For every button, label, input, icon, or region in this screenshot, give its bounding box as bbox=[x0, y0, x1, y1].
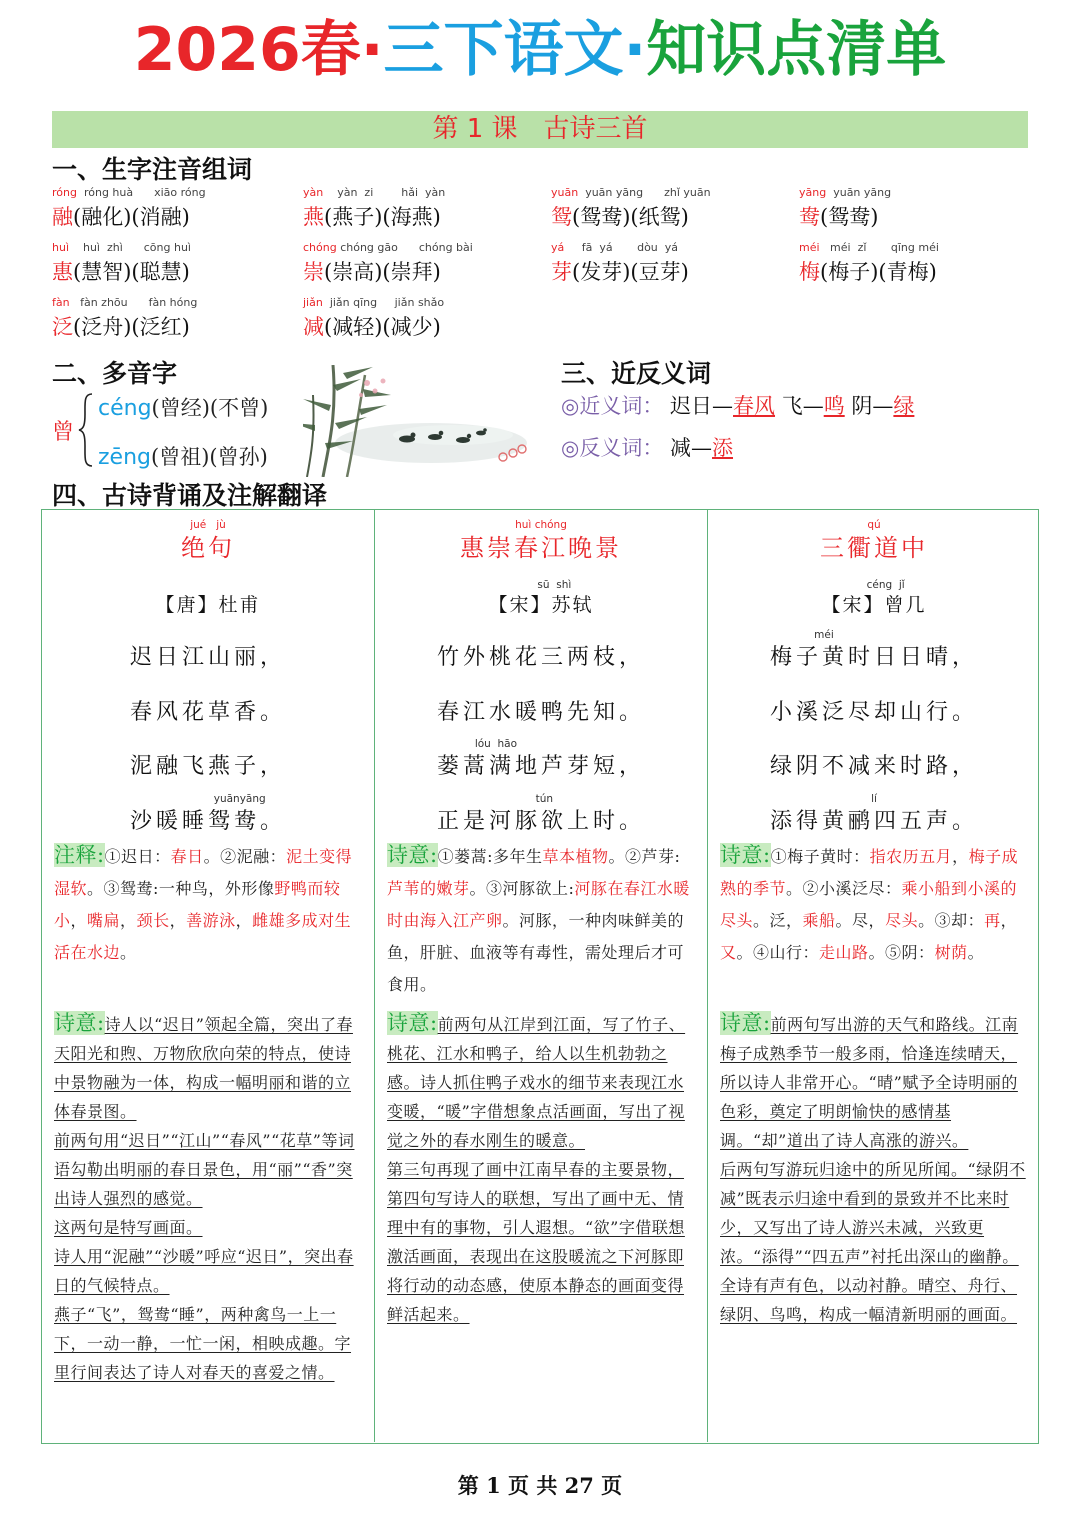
note-text: 。③却： bbox=[918, 911, 985, 930]
poem-column-huichong bbox=[375, 510, 707, 1442]
note-text: ①迟日： bbox=[104, 847, 171, 866]
vocab-item bbox=[551, 241, 689, 287]
meaning-text: 前两句用“迟日”“江山”“春风”“花草”等词语勾勒出明丽的春日景色，用“丽”“香”突出诗人强烈的感觉。 bbox=[54, 1131, 355, 1208]
vocab-words bbox=[303, 257, 473, 287]
note-text: 。河豚，一种肉味鲜美的鱼，肝脏、血液等有毒性，需处理后才可食用。 bbox=[387, 911, 685, 994]
verse-pinyin bbox=[375, 684, 707, 698]
verse-text: 蒌蒿满地芦芽短， bbox=[436, 754, 645, 779]
poem-column-sanqu bbox=[708, 510, 1040, 1442]
vocab-compounds: (发芽)(豆芽) bbox=[572, 260, 689, 284]
poem-author-block bbox=[42, 579, 374, 617]
verse-pinyin: lóu hāo bbox=[474, 738, 608, 750]
poem-title: 绝句 bbox=[181, 534, 235, 562]
poem-verse bbox=[42, 738, 374, 782]
anti-pair-1-a: 减— bbox=[670, 436, 713, 460]
title-year: 2026春· bbox=[133, 15, 384, 85]
vocab-word-pinyin: huì zhì cōng huì bbox=[69, 241, 191, 254]
note-text: 。②芦芽: bbox=[608, 847, 681, 866]
vocab-char: 芽 bbox=[551, 260, 572, 284]
anti-pair-1-b: 添 bbox=[712, 436, 734, 460]
verse-text: 泥融飞燕子， bbox=[129, 754, 286, 779]
vocab-char: 惠 bbox=[52, 260, 73, 284]
note-text: 。尽， bbox=[835, 911, 886, 930]
vocab-char-pinyin: yuān bbox=[551, 186, 579, 199]
note-text: 。泛， bbox=[753, 911, 803, 930]
verse-pinyin: méi bbox=[814, 629, 934, 641]
vocab-words bbox=[551, 257, 689, 287]
note-text: ， bbox=[1000, 911, 1018, 930]
vocab-word-pinyin: chóng gāo chóng bài bbox=[336, 241, 473, 254]
polyphone-reading-2 bbox=[98, 441, 268, 471]
poem-title: 三衢道中 bbox=[820, 534, 928, 562]
vocab-char-pinyin: jiǎn bbox=[303, 296, 323, 309]
poem-title-block bbox=[42, 519, 374, 563]
near-pair-2-a: 飞— bbox=[781, 394, 824, 418]
vocab-char: 泛 bbox=[52, 315, 73, 339]
vocab-words bbox=[52, 202, 206, 232]
verse-pinyin: yuānyāng bbox=[150, 793, 266, 805]
verse-pinyin: lí bbox=[837, 793, 911, 805]
poem-notes bbox=[720, 839, 1028, 969]
vocab-word-pinyin: yàn zi hǎi yàn bbox=[323, 186, 446, 199]
vocab-compounds: (梅子)(青梅) bbox=[820, 260, 937, 284]
poem-notes bbox=[54, 839, 362, 969]
note-key-text: 雌雄多成对生活在水边 bbox=[54, 911, 352, 962]
note-key-text: 尽头 bbox=[885, 911, 919, 930]
poem-title-pinyin: huì chóng bbox=[515, 519, 567, 531]
note-text: ， bbox=[235, 911, 253, 930]
poem-author-pinyin bbox=[42, 579, 374, 593]
vocab-pinyin bbox=[799, 186, 891, 202]
ink-painting-icon bbox=[303, 365, 531, 477]
vocab-pinyin bbox=[799, 241, 939, 257]
poem-meaning bbox=[54, 1009, 362, 1387]
vocab-compounds: (崇高)(崇拜) bbox=[324, 260, 441, 284]
poem-verse bbox=[42, 684, 374, 728]
polyphone-reading-1 bbox=[98, 392, 268, 422]
note-key-text: 野鸭而较小 bbox=[54, 879, 341, 930]
vocab-word-pinyin: fā yá dòu yá bbox=[564, 241, 679, 254]
near-pair-2-b: 鸣 bbox=[823, 394, 845, 418]
note-text: ①蒌蒿:多年生 bbox=[437, 847, 543, 866]
poem-author: 【宋】苏轼 bbox=[488, 594, 594, 616]
note-text: 。④山行： bbox=[736, 943, 820, 962]
meaning-text: 第三句再现了画中江南早春的主要景物，第四句写诗人的联想，写出了画中无、情理中有的事物，引人遐想。“欲”字借联想激活画面，表现出在这股暖流之下河豚即将行动的动态感，使原本静态的画面变得鲜活起来。 bbox=[387, 1160, 685, 1324]
poem-meaning bbox=[720, 1009, 1028, 1329]
meaning-text: 前两句从江岸到江面，写了竹子、桃花、江水和鸭子，给人以生机勃勃之感。诗人抓住鸭子戏水的细节来表现江水变暖，“暖”字借想象点活画面，写出了视觉之外的春水刚生的暖意。 bbox=[387, 1015, 686, 1150]
vocab-pinyin bbox=[303, 296, 444, 312]
poem-verse bbox=[708, 684, 1040, 728]
note-key-text: 走山路 bbox=[819, 943, 869, 962]
poem-author-pinyin: céng jǐ bbox=[843, 579, 905, 591]
page-footer: 第 1 页 共 27 页 bbox=[457, 1473, 623, 1498]
meaning-text: 诗人以“迟日”领起全篇，突出了春天阳光和煦、万物欣欣向荣的特点，使诗中景物融为一体，构成一幅明丽和谐的立体春景图。 bbox=[54, 1015, 353, 1121]
vocab-word-pinyin: yuān yāng bbox=[826, 186, 892, 199]
vocab-pinyin bbox=[551, 186, 711, 202]
near-pair-3-a: 阴— bbox=[851, 394, 894, 418]
vocab-char: 减 bbox=[303, 315, 324, 339]
poem-author-block bbox=[708, 579, 1040, 617]
note-text: 。 bbox=[120, 943, 137, 962]
vocab-item bbox=[303, 186, 445, 232]
verse-text: 正是河豚欲上时。 bbox=[436, 809, 645, 834]
poem-verse bbox=[708, 629, 1040, 673]
antonyms bbox=[561, 432, 733, 462]
poem-notes bbox=[387, 839, 695, 1001]
poem-title-pinyin: jué jù bbox=[190, 519, 226, 531]
note-text: 。⑤阴： bbox=[868, 943, 935, 962]
vocab-item bbox=[799, 186, 891, 232]
vocab-pinyin bbox=[303, 186, 445, 202]
note-key-text: 乘小船到小溪的尽头 bbox=[720, 879, 1018, 930]
polyphone-pinyin-2: zēng bbox=[98, 445, 151, 470]
vocab-item bbox=[52, 186, 206, 232]
near-pair-3-b: 绿 bbox=[893, 394, 915, 418]
vocab-words bbox=[799, 202, 891, 232]
meaning-label: 诗意: bbox=[54, 1011, 105, 1035]
title-topic: 知识点清单 bbox=[646, 15, 947, 85]
poem-author-pinyin: sū shì bbox=[510, 579, 572, 591]
note-key-text: 春日 bbox=[170, 847, 204, 866]
note-key-text: 草本植物 bbox=[542, 847, 609, 866]
verse-pinyin bbox=[708, 738, 1040, 752]
vocab-word-pinyin: méi zǐ qīng méi bbox=[819, 241, 939, 254]
near-pair-1-a: 迟日— bbox=[670, 394, 734, 418]
note-text: 。③鸳鸯:一种鸟，外形像 bbox=[87, 879, 275, 898]
note-text: 。②小溪泛尽： bbox=[786, 879, 902, 898]
note-key-text: 河豚在春江水暖时由海入江产卵 bbox=[387, 879, 690, 930]
vocab-compounds: (慧智)(聪慧) bbox=[73, 260, 190, 284]
vocab-compounds: (燕子)(海燕) bbox=[324, 205, 441, 229]
vocab-words bbox=[551, 202, 711, 232]
vocab-char-pinyin: yāng bbox=[799, 186, 827, 199]
polyphone-char: 曾 bbox=[52, 420, 75, 445]
vocab-pinyin bbox=[52, 241, 191, 257]
verse-pinyin bbox=[42, 684, 374, 698]
meaning-text: 这两句是特写画面。 bbox=[54, 1218, 203, 1237]
antonym-label: ◎反义词： bbox=[561, 436, 664, 460]
verse-pinyin: tún bbox=[495, 793, 587, 805]
vocab-compounds: (鸳鸯)(纸鸳) bbox=[572, 205, 689, 229]
verse-text: 迟日江山丽， bbox=[129, 645, 286, 670]
vocab-char-pinyin: róng bbox=[52, 186, 77, 199]
note-text: ， bbox=[169, 911, 187, 930]
poem-column-jueju bbox=[42, 510, 374, 1442]
notes-label: 诗意: bbox=[387, 843, 438, 867]
poem-verse bbox=[375, 793, 707, 837]
vocab-pinyin bbox=[551, 241, 689, 257]
vocab-word-pinyin: róng huà xiāo róng bbox=[76, 186, 206, 199]
vocab-item bbox=[551, 186, 711, 232]
vocab-item bbox=[52, 241, 191, 287]
notes-label: 诗意: bbox=[720, 843, 771, 867]
note-key-text: 再 bbox=[984, 911, 1001, 930]
near-synonyms bbox=[561, 390, 914, 420]
note-key-text: 善游泳 bbox=[186, 911, 236, 930]
vocab-word-pinyin: jiǎn qīng jiǎn shǎo bbox=[322, 296, 445, 309]
vocab-compounds: (融化)(消融) bbox=[73, 205, 190, 229]
note-text: ①梅子黄时： bbox=[770, 847, 870, 866]
poem-verse bbox=[375, 738, 707, 782]
meaning-text: 后两句写游玩归途中的所见所闻。“绿阴不减”既表示归途中看到的景致并不比来时少，又写出了诗人游兴未减，兴致更浓。“添得”“四五声”衬托出深山的幽静。全诗有声有色，以动衬静。晴空、舟行、绿阴、鸟鸣，构成一幅清新明丽的画面。 bbox=[720, 1160, 1026, 1324]
polyphone-pinyin-1: céng bbox=[98, 396, 152, 421]
poem-title: 惠崇春江晚景 bbox=[460, 534, 622, 562]
vocab-char-pinyin: fàn bbox=[52, 296, 70, 309]
poem-meaning bbox=[387, 1009, 695, 1329]
vocab-pinyin bbox=[303, 241, 473, 257]
note-key-text: 嘴扁 bbox=[87, 911, 121, 930]
vocab-words bbox=[303, 202, 445, 232]
note-key-text: 又 bbox=[720, 943, 737, 962]
note-text: ， bbox=[120, 911, 137, 930]
page-title bbox=[0, 12, 1080, 88]
meaning-text: 诗人用“泥融”“沙暖”呼应“迟日”，突出春日的气候特点。 bbox=[54, 1247, 354, 1295]
verse-text: 小溪泛尽却山行。 bbox=[769, 700, 978, 725]
note-key-text: 树荫 bbox=[934, 943, 968, 962]
vocab-char-pinyin: chóng bbox=[303, 241, 337, 254]
verse-text: 沙暖睡鸳鸯。 bbox=[129, 809, 286, 834]
vocab-heading: 一、生字注音组词 bbox=[52, 155, 253, 184]
vocab-item bbox=[303, 241, 473, 287]
vocab-words bbox=[799, 257, 939, 287]
vocab-item bbox=[52, 296, 197, 342]
vocab-compounds: (减轻)(减少) bbox=[324, 315, 441, 339]
near-synonym-label: ◎近义词： bbox=[561, 394, 664, 418]
poem-title-block bbox=[708, 519, 1040, 563]
polyphone-words-1: (曾经)(不曾) bbox=[151, 396, 269, 420]
vocab-item bbox=[799, 241, 939, 287]
verse-pinyin bbox=[42, 629, 374, 643]
poem-title-block bbox=[375, 519, 707, 563]
vocab-words bbox=[303, 312, 444, 342]
verse-text: 添得黄鹂四五声。 bbox=[769, 809, 978, 834]
vocab-pinyin bbox=[52, 186, 206, 202]
poem-verse bbox=[42, 629, 374, 673]
meaning-text: 燕子“飞”，鸳鸯“睡”，两种禽鸟一上一下，一动一静，一忙一闲，相映成趣。字里行间表达了诗人对春天的喜爱之情。 bbox=[54, 1305, 352, 1382]
vocab-char-pinyin: huì bbox=[52, 241, 69, 254]
vocab-char: 梅 bbox=[799, 260, 820, 284]
note-text: 。 bbox=[967, 943, 985, 962]
vocab-char: 融 bbox=[52, 205, 73, 229]
vocab-pinyin bbox=[52, 296, 197, 312]
vocab-item bbox=[303, 296, 444, 342]
note-key-text: 芦苇的嫩芽 bbox=[387, 879, 470, 898]
verse-text: 春风花草香。 bbox=[129, 700, 286, 725]
note-key-text: 颈长 bbox=[136, 911, 170, 930]
vocab-char: 鸯 bbox=[799, 205, 820, 229]
vocab-compounds: (鸳鸯) bbox=[820, 205, 879, 229]
poem-table bbox=[41, 509, 1039, 1444]
title-subject: 三下语文· bbox=[383, 15, 647, 85]
vocab-word-pinyin: yuān yāng zhǐ yuān bbox=[578, 186, 711, 199]
poem-verse bbox=[708, 793, 1040, 837]
poem-verse bbox=[375, 684, 707, 728]
verse-text: 绿阴不减来时路， bbox=[769, 754, 978, 779]
verse-text: 梅子黄时日日晴， bbox=[769, 645, 978, 670]
note-text: ， bbox=[952, 847, 969, 866]
verse-pinyin bbox=[708, 684, 1040, 698]
poem-verse bbox=[375, 629, 707, 673]
verse-pinyin bbox=[375, 629, 707, 643]
vocab-words bbox=[52, 257, 191, 287]
notes-label: 注释: bbox=[54, 843, 105, 867]
meaning-label: 诗意: bbox=[720, 1011, 771, 1035]
poem-heading: 四、古诗背诵及注解翻译 bbox=[52, 481, 328, 510]
near-pair-1-b: 春风 bbox=[733, 394, 776, 418]
poem-title-pinyin: qú bbox=[867, 519, 881, 531]
vocab-word-pinyin: fàn zhōu fàn hóng bbox=[69, 296, 198, 309]
note-text: 。③河豚欲上: bbox=[469, 879, 575, 898]
meaning-text: 前两句写出游的天气和路线。江南梅子成熟季节一般多雨，恰逢连续晴天，所以诗人非常开心。“晴”赋予全诗明丽的色彩，奠定了明朗愉快的感情基调。“却”道出了诗人高涨的游兴。 bbox=[720, 1015, 1019, 1150]
vocab-compounds: (泛舟)(泛红) bbox=[73, 315, 190, 339]
note-text: 。②泥融： bbox=[203, 847, 287, 866]
poem-author-block bbox=[375, 579, 707, 617]
poem-verse bbox=[708, 738, 1040, 782]
verse-pinyin bbox=[42, 738, 374, 752]
vocab-char-pinyin: méi bbox=[799, 241, 820, 254]
polyphone-heading: 二、多音字 bbox=[52, 359, 178, 388]
vocab-char: 燕 bbox=[303, 205, 324, 229]
vocab-char-pinyin: yá bbox=[551, 241, 565, 254]
lesson-title-bar: 第 1 课 古诗三首 bbox=[52, 111, 1028, 148]
meaning-label: 诗意: bbox=[387, 1011, 438, 1035]
poem-author: 【宋】曾几 bbox=[821, 594, 927, 616]
curly-brace-icon bbox=[76, 392, 96, 468]
poem-verse bbox=[42, 793, 374, 837]
verse-text: 竹外桃花三两枝， bbox=[436, 645, 645, 670]
note-key-text: 乘船 bbox=[802, 911, 836, 930]
note-key-text: 梅子成熟的季节 bbox=[720, 847, 1019, 898]
vocab-char-pinyin: yàn bbox=[303, 186, 324, 199]
vocab-char: 崇 bbox=[303, 260, 324, 284]
vocab-words bbox=[52, 312, 197, 342]
note-key-text: 指农历五月 bbox=[869, 847, 953, 866]
verse-text: 春江水暖鸭先知。 bbox=[436, 700, 645, 725]
synonym-heading: 三、近反义词 bbox=[561, 359, 712, 388]
note-key-text: 泥土变得湿软 bbox=[54, 847, 353, 898]
polyphone-words-2: (曾祖)(曾孙) bbox=[151, 445, 268, 469]
note-text: ， bbox=[70, 911, 88, 930]
vocab-char: 鸳 bbox=[551, 205, 572, 229]
poem-author: 【唐】杜甫 bbox=[155, 594, 261, 616]
